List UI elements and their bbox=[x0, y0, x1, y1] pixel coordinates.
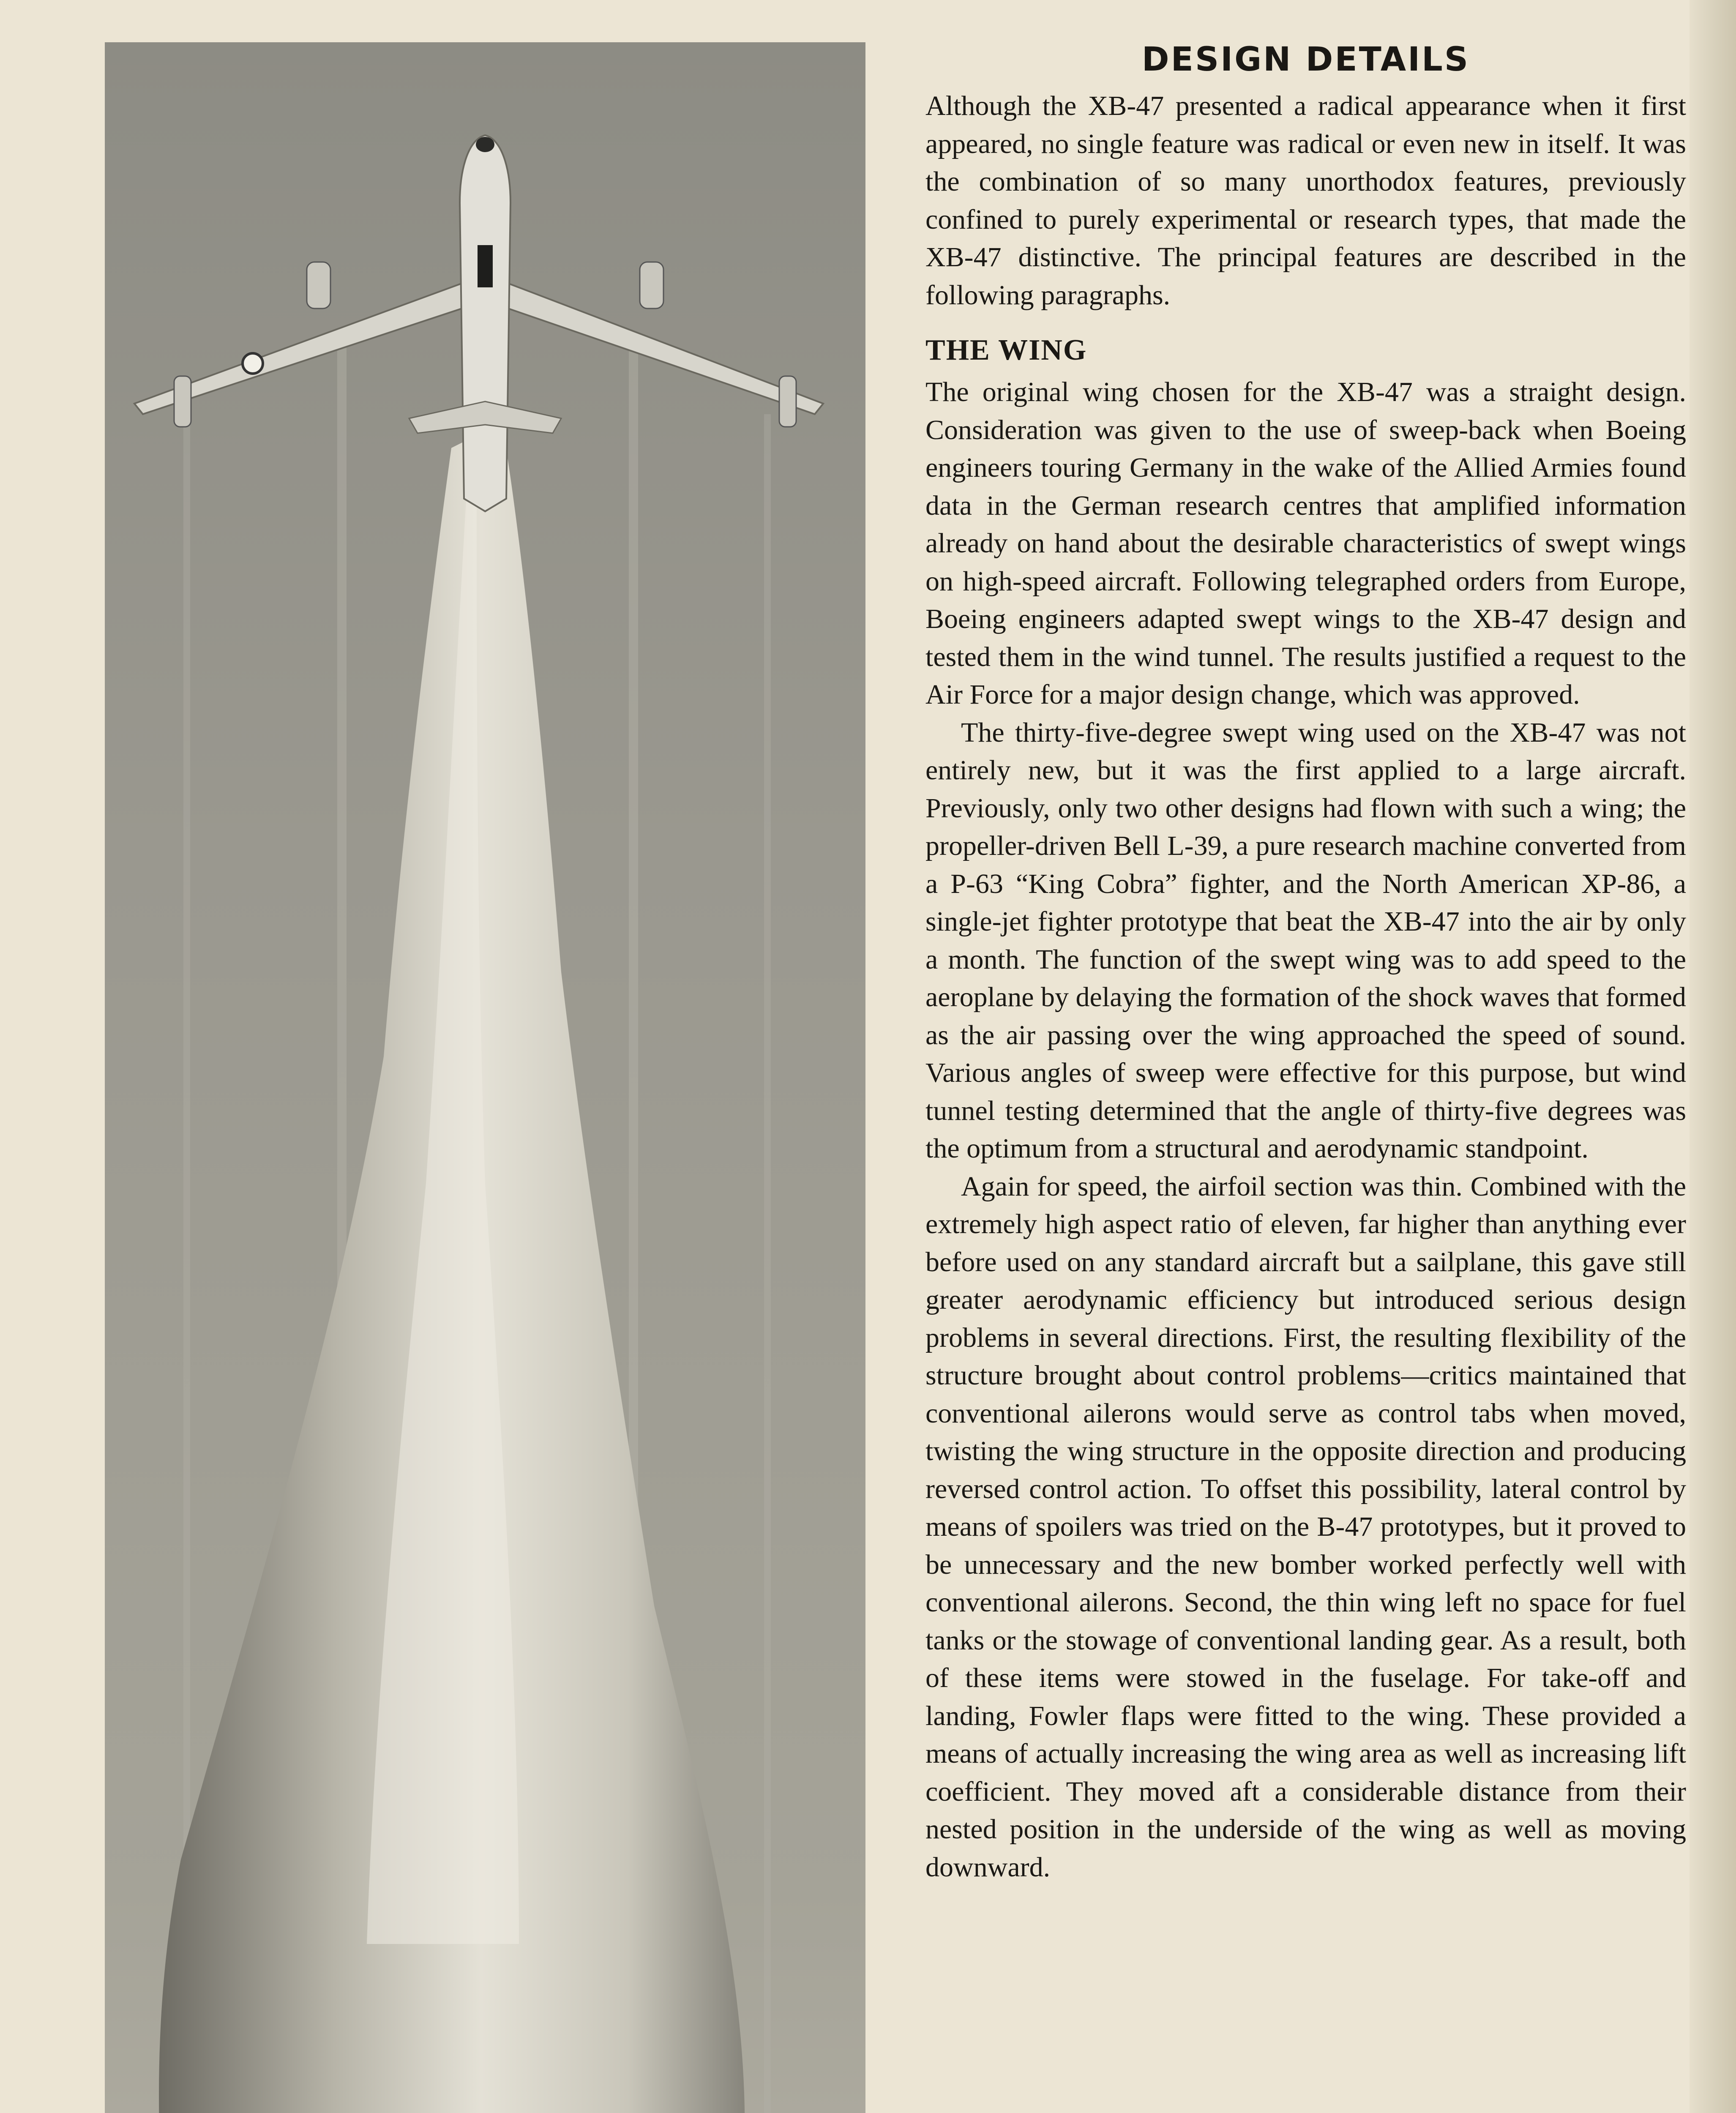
intro-paragraph: Although the XB-47 presented a radical appearance when it first appeared, no single feature was radical or even new in itself. It was the combination of so many unorthodox features, previously confined to purely experimental or research types, that made the XB-47 distinctive. The principal features are described in the following paragraphs. bbox=[925, 90, 1686, 311]
article-column bbox=[925, 41, 1686, 1886]
star-insignia-icon bbox=[243, 353, 263, 374]
xb47-jato-takeoff-illustration bbox=[105, 42, 865, 2113]
wing-paragraph-1: The original wing chosen for the XB-47 was a straight design. Consideration was given to the use of sweep-back when Boeing engineers touring Germany in the wake of the Allied Armies found data in the German research centres that amplified information already on hand about the desirable characteristics of swept wings on high-speed aircraft. Following telegraphed orders from Europe, Boeing engineers adapted swept wings to the XB-47 design and tested them in the wind tunnel. The results justified a request to the Air Force for a major design change, which was approved. bbox=[925, 377, 1686, 710]
page-edge-shadow bbox=[1690, 0, 1736, 2113]
aircraft-takeoff-photo bbox=[105, 42, 865, 2113]
wing-paragraph-3: Again for speed, the airfoil section was thin. Combined with the extremely high aspect ratio of eleven, far higher than anything ever before used on any standard aircraft but a sailplane, this gave still greater aerodynamic efficiency but introduced serious design problems in several directions. First, the resulting flexibility of the structure brought about control problems—critics maintained that conventional ailerons would serve as control tabs when moved, twisting the wing structure in the opposite direction and producing reversed control action. To offset this possibility, lateral control by means of spoilers was tried on the B-47 prototypes, but it proved to be unnecessary and the new bomber worked perfectly well with conventional ailerons. Second, the thin wing left no space for fuel tanks or the stowage of conventional landing gear. As a result, both of these items were stowed in the fuselage. For take-off and landing, Fowler flaps were fitted to the wing. These provided a means of actually increasing the wing area as well as increasing lift coefficient. They moved aft a considerable distance from their nested position in the underside of the wing as well as moving downward. bbox=[925, 1171, 1686, 1883]
section-heading: DESIGN DETAILS bbox=[1141, 41, 1470, 79]
wing-paragraph-2: The thirty-five-degree swept wing used on the XB-47 was not entirely new, but it was the first applied to a large aircraft. Previously, only two other designs had flown with such a wing; the propeller-driven Bell L-39, a pure research machine converted from a P-63 “King Cobra” fighter, and the North American XP-86, a single-jet fighter prototype that beat the XB-47 into the air by only a month. The function of the swept wing was to add speed to the aeroplane by delaying the formation of the shock waves that formed as the air passing over the wing approached the speed of sound. Various angles of sweep were effective for this purpose, but wind tunnel testing determined that the angle of thirty-five degrees was the optimum from a structural and aerodynamic standpoint. bbox=[925, 717, 1686, 1164]
wing-subheading: THE WING bbox=[925, 334, 1087, 366]
